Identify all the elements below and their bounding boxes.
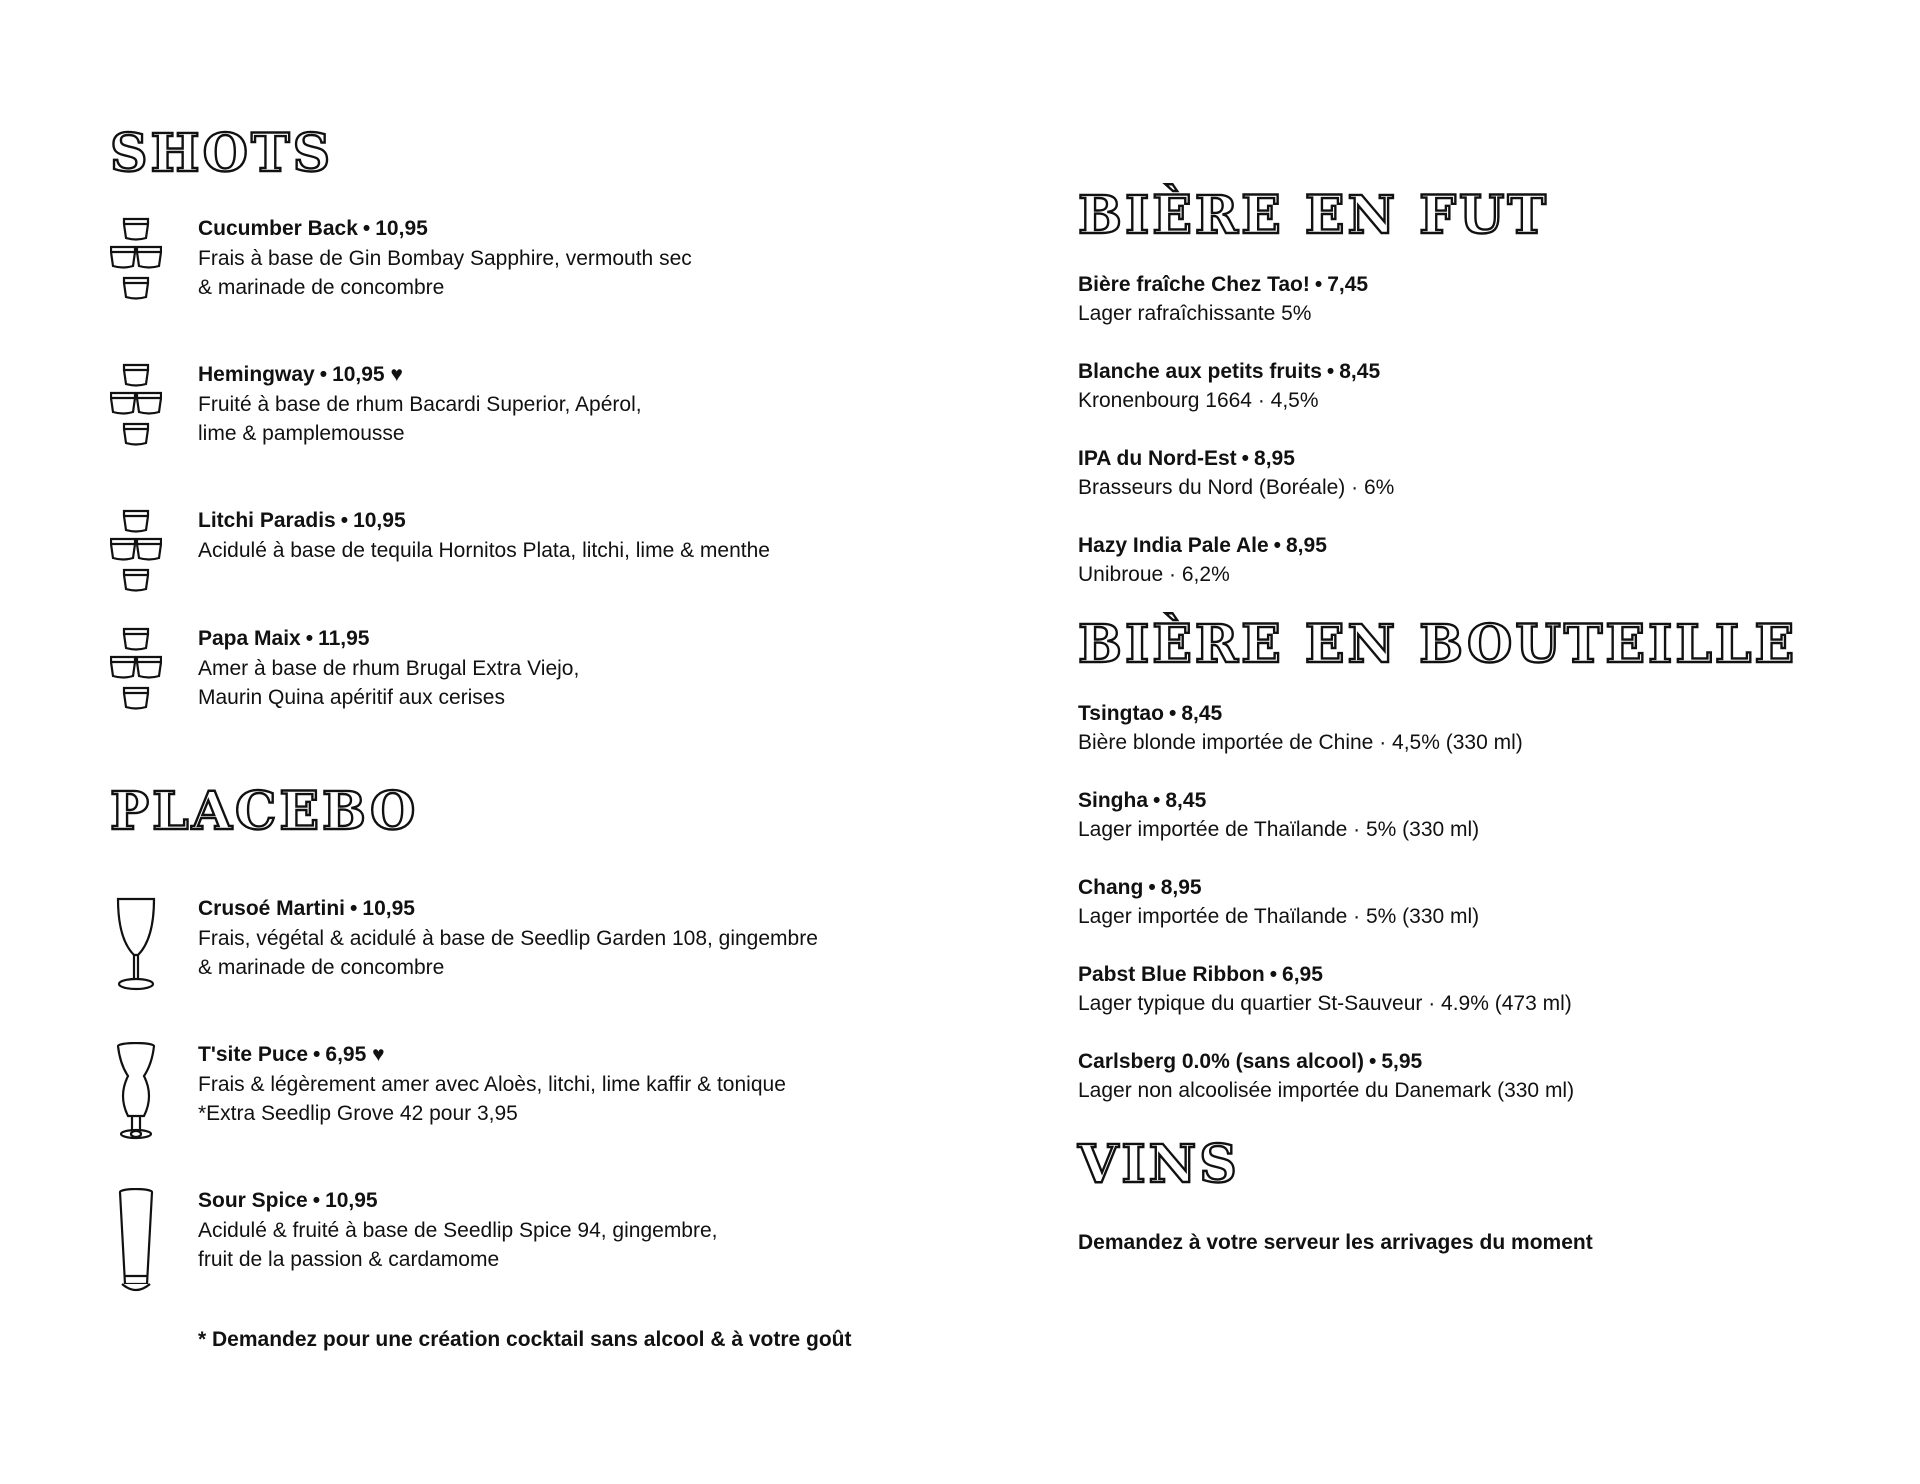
footnote: * Demandez pour une création cocktail sans alcool & à votre goût: [198, 1328, 852, 1351]
item-price: 8,95: [1160, 876, 1202, 899]
item-name: Carlsberg 0.0% (sans alcool): [1078, 1050, 1364, 1073]
bouteille-list: [1078, 699, 1838, 1105]
item-name: Blanche aux petits fruits: [1078, 360, 1322, 383]
item-name: Pabst Blue Ribbon: [1078, 963, 1265, 986]
price-separator: •: [1368, 1050, 1377, 1073]
item-price: 10,95: [353, 509, 406, 532]
item-price: 11,95: [318, 627, 370, 650]
item-name: T'site Puce: [198, 1043, 309, 1066]
heart-icon: ♥: [372, 1043, 385, 1066]
menu-item: [110, 1186, 870, 1322]
item-description: Acidulé à base de tequila Hornitos Plata, litchi, lime & menthe: [198, 539, 770, 562]
menu-item: [1078, 444, 1838, 502]
price-separator: •: [340, 509, 349, 532]
item-description: lime & pamplemousse: [198, 422, 405, 445]
price-separator: •: [313, 1043, 321, 1066]
item-name: IPA du Nord-Est: [1078, 447, 1237, 470]
menu-item: [1078, 960, 1838, 1018]
section-title-biere-en-fut: BIÈRE EN FUT: [1078, 185, 1550, 246]
item-description: Fruité à base de rhum Bacardi Superior, Apérol,: [198, 393, 642, 416]
item-name: Papa Maix: [198, 627, 301, 650]
menu-item: [110, 1040, 870, 1186]
fut-list: [1078, 270, 1838, 589]
left-column: [110, 123, 870, 1352]
item-price: 6,95: [1282, 963, 1323, 986]
price-separator: •: [1326, 360, 1335, 383]
item-name: Bière fraîche Chez Tao!: [1078, 273, 1310, 296]
shot-glasses-icon: [110, 216, 162, 312]
item-price: 10,95: [375, 217, 428, 240]
item-name: Singha: [1078, 789, 1149, 812]
item-price: 7,45: [1327, 273, 1369, 296]
item-price: 8,45: [1165, 789, 1207, 812]
item-name: Sour Spice: [198, 1189, 308, 1212]
item-description: Kronenbourg 1664 · 4,5%: [1078, 389, 1319, 412]
price-separator: •: [362, 217, 371, 240]
item-name: Crusoé Martini: [198, 897, 346, 920]
menu-item: [110, 894, 870, 1040]
menu-item: [110, 506, 870, 624]
price-separator: •: [350, 897, 358, 920]
heart-icon: ♥: [390, 363, 403, 386]
item-price: 5,95: [1381, 1050, 1423, 1073]
menu-item: [1078, 699, 1838, 757]
item-description: Frais & légèrement amer avec Aloès, litchi, lime kaffir & tonique: [198, 1073, 786, 1096]
item-price: 8,45: [1339, 360, 1381, 383]
item-price: 10,95: [325, 1189, 378, 1212]
item-description: Frais, végétal & acidulé à base de Seedlip Garden 108, gingembre: [198, 927, 818, 950]
item-description: *Extra Seedlip Grove 42 pour 3,95: [198, 1102, 518, 1125]
item-price: 8,95: [1286, 534, 1327, 557]
item-description: Acidulé & fruité à base de Seedlip Spice 94, gingembre,: [198, 1219, 718, 1242]
item-description: Lager typique du quartier St-Sauveur · 4.9% (473 ml): [1078, 992, 1572, 1015]
item-name: Hazy India Pale Ale: [1078, 534, 1269, 557]
item-description: & marinade de concombre: [198, 276, 445, 299]
menu-item: [1078, 873, 1838, 931]
price-separator: •: [1273, 534, 1281, 557]
price-separator: •: [1241, 447, 1250, 470]
shots-list: [110, 214, 870, 742]
item-description: Amer à base de rhum Brugal Extra Viejo,: [198, 657, 580, 680]
menu-item: [1078, 1047, 1838, 1105]
price-separator: •: [1153, 789, 1161, 812]
menu-item: [1078, 531, 1838, 589]
shot-glasses-icon: [110, 626, 162, 722]
item-description: & marinade de concombre: [198, 956, 445, 979]
menu-item: [110, 624, 870, 742]
section-title-vins: VINS: [1078, 1134, 1240, 1195]
item-price: 8,95: [1254, 447, 1295, 470]
hurricane-glass-icon: [110, 1042, 162, 1142]
price-separator: •: [1168, 702, 1177, 725]
item-price: 10,95: [332, 363, 385, 386]
price-separator: •: [1314, 273, 1323, 296]
menu-item: [1078, 270, 1838, 328]
price-separator: •: [1269, 963, 1278, 986]
item-name: Chang: [1078, 876, 1144, 899]
item-description: Frais à base de Gin Bombay Sapphire, vermouth sec: [198, 247, 692, 270]
item-name: Hemingway: [198, 363, 315, 386]
item-description: Lager importée de Thaïlande · 5% (330 ml): [1078, 905, 1480, 928]
item-name: Cucumber Back: [198, 217, 358, 240]
item-name: Tsingtao: [1078, 702, 1164, 725]
item-description: Lager importée de Thaïlande · 5% (330 ml): [1078, 818, 1480, 841]
price-separator: •: [319, 363, 328, 386]
tall-glass-icon: [110, 1188, 162, 1298]
item-price: 8,45: [1181, 702, 1223, 725]
menu-item: [1078, 786, 1838, 844]
item-name: Litchi Paradis: [198, 509, 336, 532]
menu-item: [110, 360, 870, 506]
section-title-shots: SHOTS: [110, 123, 334, 184]
item-description: Lager rafraîchissante 5%: [1078, 302, 1312, 325]
right-column: [1078, 185, 1838, 1255]
item-price: 6,95: [325, 1043, 367, 1066]
item-description: Unibroue · 6,2%: [1078, 563, 1230, 586]
item-price: 10,95: [362, 897, 415, 920]
item-description: Maurin Quina apéritif aux cerises: [198, 686, 505, 709]
shot-glasses-icon: [110, 508, 162, 604]
item-description: Bière blonde importée de Chine · 4,5% (330 ml): [1078, 731, 1523, 754]
price-separator: •: [312, 1189, 321, 1212]
placebo-list: [110, 894, 870, 1322]
menu-item: [1078, 357, 1838, 415]
price-separator: •: [1148, 876, 1156, 899]
section-title-placebo: PLACEBO: [110, 781, 419, 842]
shot-glasses-icon: [110, 362, 162, 458]
item-description: Lager non alcoolisée importée du Danemark (330 ml): [1078, 1079, 1575, 1102]
vins-note: Demandez à votre serveur les arrivages du moment: [1078, 1231, 1593, 1254]
price-separator: •: [305, 627, 314, 650]
item-description: Brasseurs du Nord (Boréale) · 6%: [1078, 476, 1395, 499]
wine-glass-icon: [110, 896, 162, 992]
item-description: fruit de la passion & cardamome: [198, 1248, 500, 1271]
section-title-biere-en-bouteille: BIÈRE EN BOUTEILLE: [1078, 614, 1798, 675]
menu-item: [110, 214, 870, 360]
